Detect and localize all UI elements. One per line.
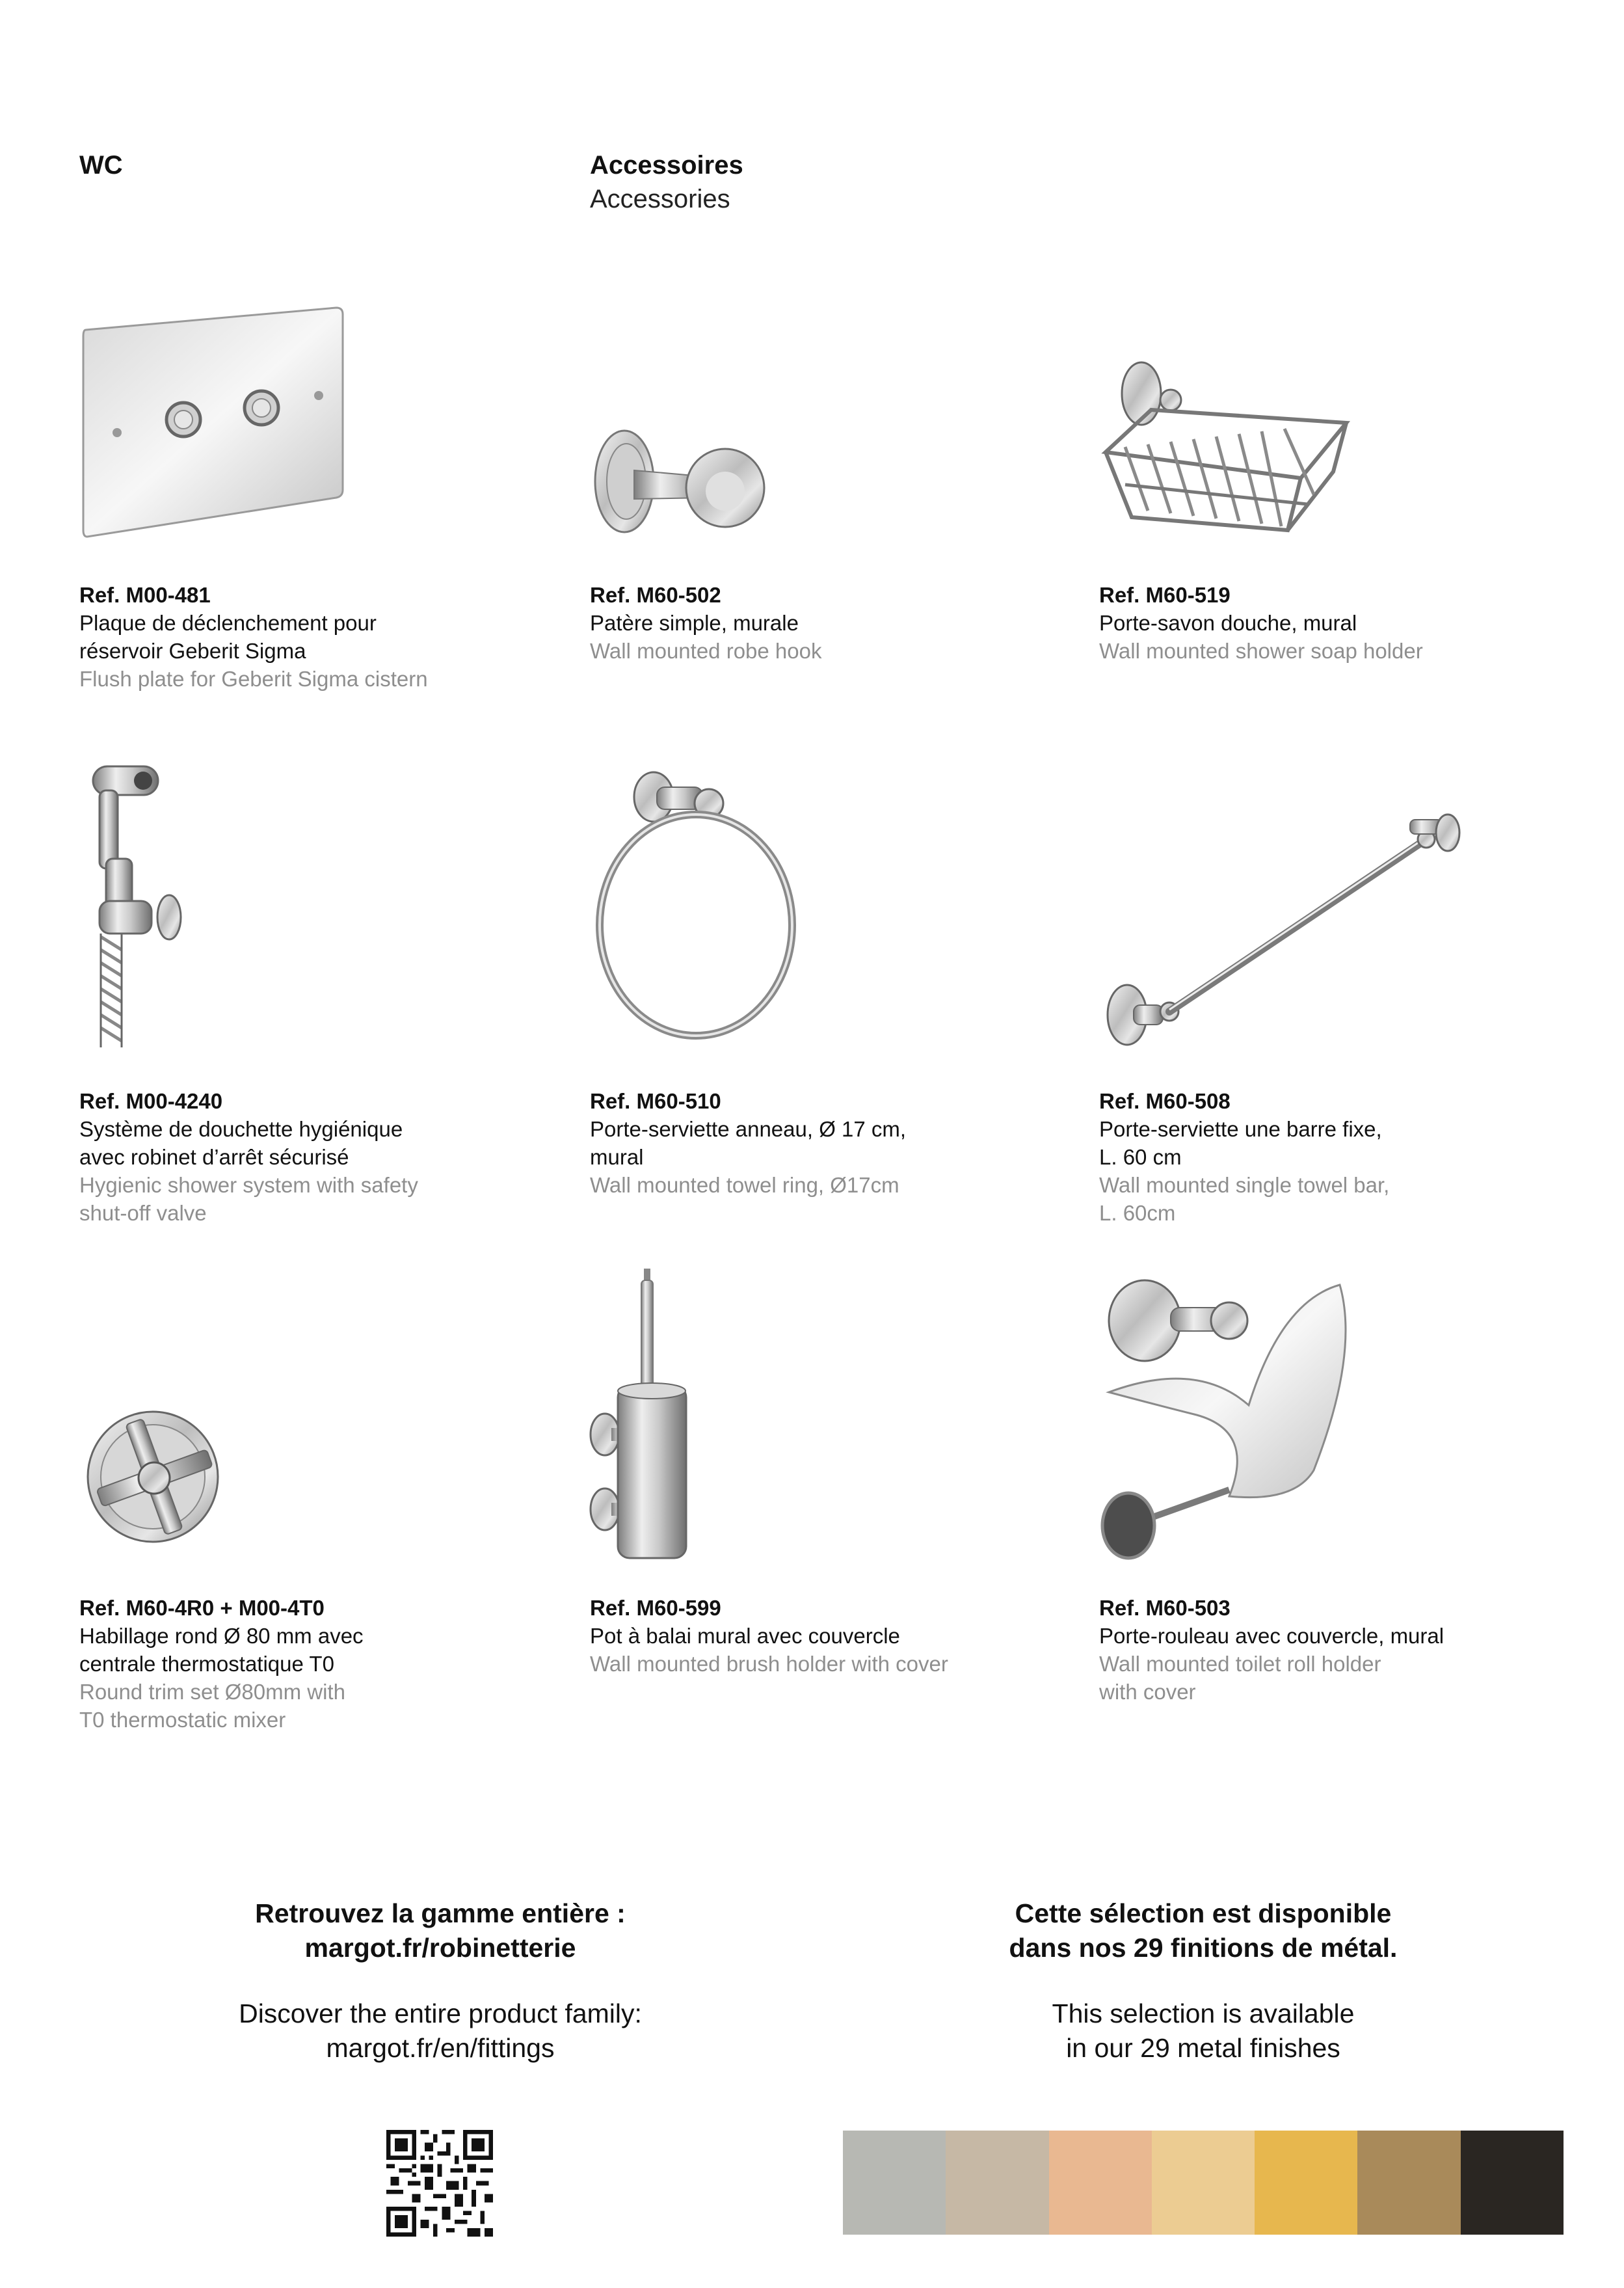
- product-m60-599: [590, 1594, 1045, 1678]
- product-ref: Ref. M60-503: [1099, 1596, 1231, 1620]
- hygienic-shower-icon: [81, 761, 198, 1047]
- product-name-fr: Porte-serviette anneau, Ø 17 cm, mural: [590, 1117, 907, 1169]
- product-m60-519: [1099, 581, 1554, 665]
- product-ref: Ref. M60-599: [590, 1596, 721, 1620]
- finish-swatch: [1152, 2131, 1255, 2235]
- product-m00-481: [79, 581, 535, 693]
- footer-range-link: [180, 1896, 700, 2066]
- finish-swatch: [1461, 2131, 1564, 2235]
- round-trim-icon: [81, 1405, 237, 1548]
- finish-swatch: [843, 2131, 946, 2235]
- product-m60-4r0: [79, 1594, 535, 1734]
- product-name-fr: Pot à balai mural avec couvercle: [590, 1624, 900, 1648]
- towel-ring-icon: [585, 768, 806, 1047]
- product-m00-4240: [79, 1087, 535, 1227]
- finish-swatch: [1255, 2131, 1357, 2235]
- towel-bar-icon: [1098, 800, 1462, 1054]
- toilet-roll-holder-icon: [1099, 1275, 1372, 1561]
- accessories-title-fr: Accessoires: [590, 151, 743, 180]
- finish-swatch: [1357, 2131, 1460, 2235]
- product-ref: Ref. M60-4R0 + M00-4T0: [79, 1596, 325, 1620]
- product-name-en: Wall mounted robe hook: [590, 639, 822, 663]
- finish-swatch: [1049, 2131, 1152, 2235]
- product-name-en: Wall mounted single towel bar, L. 60cm: [1099, 1173, 1390, 1225]
- product-ref: Ref. M60-510: [590, 1089, 721, 1113]
- footer-finishes-en: This selection is available in our 29 metal finishes: [1052, 1999, 1355, 2063]
- product-name-fr: Patère simple, murale: [590, 611, 799, 635]
- section-title-accessories: [590, 148, 743, 216]
- footer-finishes-fr: Cette sélection est disponible dans nos 29 finitions de métal.: [1009, 1898, 1398, 1963]
- product-name-en: Round trim set Ø80mm with T0 thermostatic mixer: [79, 1680, 345, 1732]
- product-m60-502: [590, 581, 1045, 665]
- finish-swatch: [946, 2131, 1048, 2235]
- product-name-en: Hygienic shower system with safety shut-off valve: [79, 1173, 418, 1225]
- footer-range-en: Discover the entire product family: margot.fr/en/fittings: [239, 1999, 642, 2063]
- product-ref: Ref. M60-508: [1099, 1089, 1231, 1113]
- product-name-en: Wall mounted towel ring, Ø17cm: [590, 1173, 899, 1197]
- footer-range-fr: Retrouvez la gamme entière : margot.fr/robinetterie: [255, 1898, 626, 1963]
- soap-basket-icon: [1099, 355, 1353, 543]
- finish-swatch-bar: [843, 2131, 1564, 2235]
- product-name-en: Wall mounted shower soap holder: [1099, 639, 1423, 663]
- product-m60-508: [1099, 1087, 1554, 1227]
- section-title-wc: WC: [79, 151, 123, 180]
- product-name-en: Flush plate for Geberit Sigma cistern: [79, 667, 428, 691]
- product-name-fr: Porte-rouleau avec couvercle, mural: [1099, 1624, 1444, 1648]
- product-name-fr: Système de douchette hygiénique avec robinet d’arrêt sécurisé: [79, 1117, 403, 1169]
- product-ref: Ref. M60-519: [1099, 583, 1231, 607]
- footer-finishes: [943, 1896, 1463, 2066]
- product-ref: Ref. M60-502: [590, 583, 721, 607]
- product-m60-503: [1099, 1594, 1554, 1706]
- product-m60-510: [590, 1087, 1045, 1199]
- product-name-fr: Porte-savon douche, mural: [1099, 611, 1357, 635]
- flush-plate-icon: [79, 303, 346, 540]
- brush-holder-icon: [585, 1269, 702, 1561]
- product-ref: Ref. M00-481: [79, 583, 211, 607]
- product-name-en: Wall mounted brush holder with cover: [590, 1652, 948, 1676]
- product-name-fr: Porte-serviette une barre fixe, L. 60 cm: [1099, 1117, 1382, 1169]
- product-ref: Ref. M00-4240: [79, 1089, 223, 1113]
- product-name-fr: Habillage rond Ø 80 mm avec centrale thermostatique T0: [79, 1624, 364, 1676]
- product-name-en: Wall mounted toilet roll holder with cover: [1099, 1652, 1381, 1704]
- robe-hook-icon: [589, 420, 771, 543]
- product-name-fr: Plaque de déclenchement pour réservoir Geberit Sigma: [79, 611, 377, 663]
- accessories-title-en: Accessories: [590, 185, 730, 213]
- qr-code-icon[interactable]: [386, 2130, 493, 2237]
